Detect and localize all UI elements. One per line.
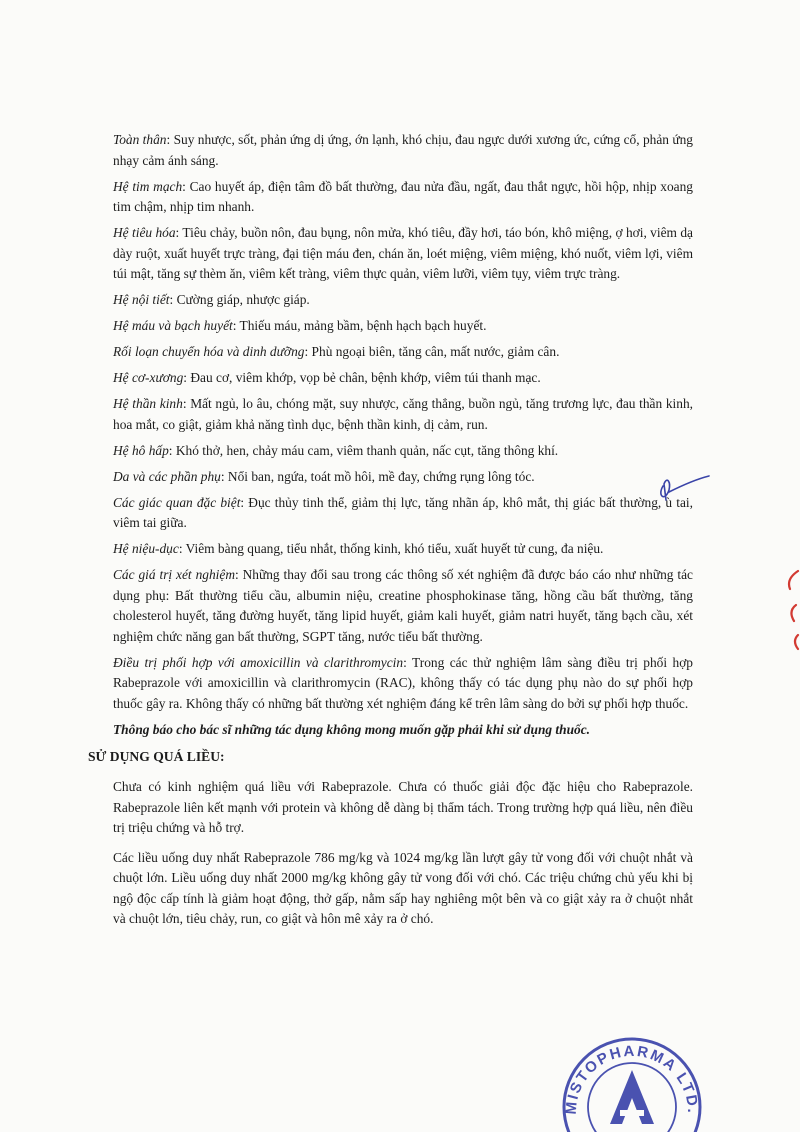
system-label: Hệ hô hấp (113, 442, 169, 458)
signature-mark (655, 470, 715, 510)
system-label: Rối loạn chuyển hóa và dinh dưỡng (113, 344, 305, 359)
effect-text: : Đau cơ, viêm khớp, vọp bẻ chân, bệnh khớp, viêm túi thanh mạc. (183, 370, 541, 385)
effect-text: : Khó thở, hen, chảy máu cam, viêm thanh quản, nấc cụt, tăng thông khí. (168, 442, 559, 458)
effect-text: : Cường giáp, nhược giáp. (169, 292, 310, 307)
system-label: Hệ tim mạch (113, 178, 183, 194)
effect-text: : Tiêu chảy, buồn nôn, đau bụng, nôn mửa, khó tiêu, đầy hơi, táo bón, khô miệng, ợ hơi, viêm dạ dày ruột, xuất huyết trực tràng, đại tiện máu đen, chán ăn, loét miệng, viêm miệng, khó nuốt, viêm lợi, viêm túi mật, tăng sự thèm ăn, viêm kết tràng, viêm thực quản, viêm lưỡi, viêm tụy, viêm trực tràng. (113, 225, 693, 281)
adverse-effect-paragraph (113, 493, 693, 534)
overdose-heading: SỬ DỤNG QUÁ LIỀU: (88, 748, 225, 764)
adverse-effect-paragraph (113, 177, 693, 218)
adverse-effects-list (113, 130, 693, 714)
doctor-notice: Thông báo cho bác sĩ những tác dụng không mong muốn gặp phải khi sử dụng thuốc. (113, 722, 591, 737)
adverse-effect-paragraph (113, 342, 693, 363)
system-label: Hệ tiêu hóa (113, 225, 176, 240)
adverse-effect-paragraph (113, 290, 693, 311)
adverse-effect-paragraph (113, 223, 693, 285)
system-label: Hệ thần kinh (113, 396, 183, 411)
system-label: Toàn thân (113, 132, 167, 147)
system-label: Da và các phần phụ (113, 468, 221, 484)
system-label: Các giác quan đặc biệt (113, 494, 241, 510)
adverse-effect-paragraph (113, 316, 693, 337)
red-stamp-fragment (778, 565, 800, 655)
effect-text: : Cao huyết áp, điện tâm đồ bất thường, đau nửa đầu, ngất, đau thắt ngực, hồi hộp, nhịp xoang tim chậm, nhịp tim nhanh. (113, 178, 693, 214)
effect-text: : Phù ngoại biên, tăng cân, mất nước, giảm cân. (304, 344, 560, 359)
document-content (88, 130, 694, 939)
adverse-effect-paragraph (113, 441, 693, 462)
adverse-effect-paragraph (113, 394, 693, 435)
adverse-effect-paragraph (113, 539, 693, 560)
system-label: Hệ máu và bạch huyết (113, 318, 233, 333)
effect-text: : Những thay đổi sau trong các thông số xét nghiệm đã được báo cáo như những tác dụng phụ: Bất thường tiểu cầu, albumin niệu, creatine phosphokinase tăng, hồng cầu bất thường, tăng cholesterol huyết, tăng đường huyết, tăng lipid huyết, giảm kali huyết, giảm natri huyết, tăng bạch cầu, xét nghiệm chức năng gan bất thường, SGPT tăng, nước tiểu bất thường. (113, 567, 693, 644)
effect-text: : Suy nhược, sốt, phản ứng dị ứng, ớn lạnh, khó chịu, đau ngực dưới xương ức, cứng cổ, phản ứng nhạy cảm ánh sáng. (113, 132, 693, 168)
effect-text: : Nổi ban, ngứa, toát mồ hôi, mề đay, chứng rụng lông tóc. (220, 468, 535, 484)
overdose-paragraph: Chưa có kinh nghiệm quá liều với Rabeprazole. Chưa có thuốc giải độc đặc hiệu cho Rabeprazole. Rabeprazole liên kết mạnh với protein và không dễ dàng bị thẩm tách. Trong trường hợp quá liều, nên điều trị triệu chứng và hỗ trợ. (113, 779, 693, 835)
seal-text: MISTOPHARMA LTD. (562, 1042, 702, 1116)
system-label: Hệ niệu-dục (113, 541, 179, 556)
company-seal (550, 1012, 710, 1132)
effect-text: : Trong các thử nghiệm lâm sàng điều trị phối hợp Rabeprazole với amoxicillin và clarithromycin (RAC), không thấy có tác dụng phụ nào do sự phối hợp thuốc gây ra. Không thấy có những bất thường xét nghiệm đáng kể trên lâm sàng do bởi sự phối hợp thuốc. (113, 654, 693, 711)
effect-text: : Mất ngủ, lo âu, chóng mặt, suy nhược, căng thẳng, buồn ngủ, tăng trương lực, đau thần kinh, hoa mắt, co giật, giảm khả năng tình dục, bệnh thần kinh, dị cảm, run. (113, 396, 694, 432)
overdose-paragraph: Các liều uống duy nhất Rabeprazole 786 mg/kg và 1024 mg/kg lần lượt gây tử vong đối với chuột nhắt và chuột lớn. Liều uống duy nhất 2000 mg/kg không gây tử vong đối với chó. Các triệu chứng chủ yếu khi bị ngộ độc cấp tính là giảm hoạt động, thở gấp, nằm sấp hay nghiêng một bên và co giật xảy ra ở chuột nhắt và chuột lớn, tiêu chảy, run, co giật và hôn mê xảy ra ở chó. (113, 849, 693, 926)
effect-text: : Viêm bàng quang, tiểu nhắt, thống kinh, khó tiểu, xuất huyết tử cung, đa niệu. (178, 541, 604, 556)
effect-text: : Đục thủy tinh thể, giảm thị lực, tăng nhãn áp, khô mắt, thị giác bất thường, ù tai, viêm tai giữa. (113, 494, 693, 530)
system-label: Các giá trị xét nghiệm (113, 567, 235, 582)
system-label: Hệ nội tiết (113, 292, 170, 307)
adverse-effect-paragraph (113, 130, 693, 171)
system-label: Điều trị phối hợp với amoxicillin và clarithromycin (113, 654, 404, 670)
system-label: Hệ cơ-xương (113, 370, 184, 385)
adverse-effect-paragraph (113, 368, 693, 389)
adverse-effect-paragraph (113, 467, 693, 488)
adverse-effect-paragraph (113, 565, 693, 647)
adverse-effect-paragraph (113, 653, 693, 715)
effect-text: : Thiếu máu, mảng bầm, bệnh hạch bạch huyết. (232, 318, 487, 333)
